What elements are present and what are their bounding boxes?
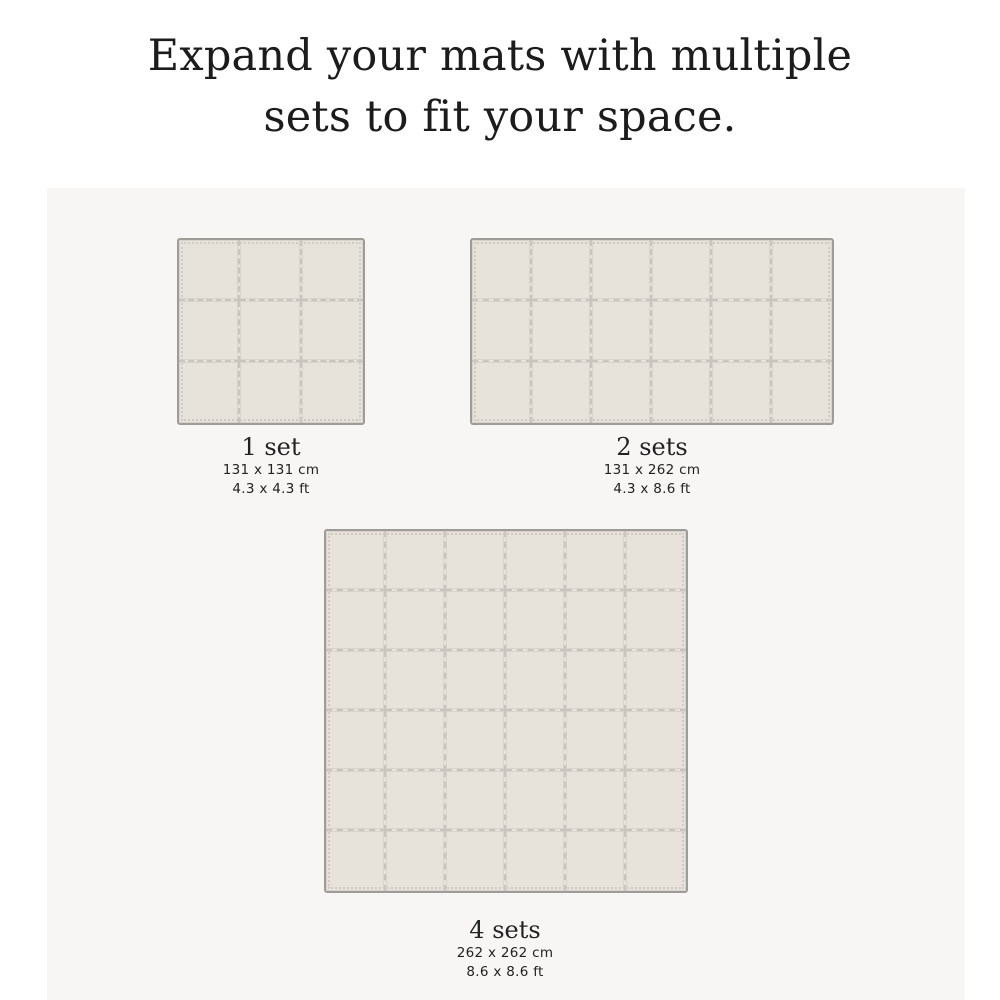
mat-tile (386, 531, 446, 591)
mat-tile (472, 362, 532, 423)
mat-tile (532, 301, 592, 362)
caption-4-sets (405, 916, 605, 982)
mat-tile (446, 771, 506, 831)
mat-diagram-4-sets (324, 529, 688, 893)
mat-tile (446, 531, 506, 591)
caption-1-set (171, 433, 371, 499)
mat-tile (532, 362, 592, 423)
size-ft: 4.3 x 8.6 ft (613, 481, 691, 497)
size-cm: 131 x 262 cm (603, 462, 701, 478)
mat-tile (386, 771, 446, 831)
mat-tile (506, 711, 566, 771)
mat-tile (386, 651, 446, 711)
mat-tile (626, 711, 686, 771)
mat-tile (446, 711, 506, 771)
mat-tile (652, 240, 712, 301)
mat-tile (326, 591, 386, 651)
size-cm: 262 x 262 cm (456, 945, 554, 961)
mat-tile (446, 591, 506, 651)
mat-tile (626, 771, 686, 831)
mat-tile (506, 591, 566, 651)
mat-tile (179, 240, 240, 301)
mat-tile (506, 771, 566, 831)
mat-tile (626, 651, 686, 711)
mat-tile (592, 301, 652, 362)
mat-tile (326, 531, 386, 591)
mat-tile (566, 591, 626, 651)
mat-tile (532, 240, 592, 301)
mat-tile (652, 301, 712, 362)
mat-tile (302, 240, 363, 301)
mat-tile (240, 301, 301, 362)
mat-tile (386, 831, 446, 891)
size-cm: 131 x 131 cm (222, 462, 320, 478)
mat-tile (326, 771, 386, 831)
mat-tile (386, 591, 446, 651)
mat-tile (240, 362, 301, 423)
headline-line-1: Expand your mats with multiple (147, 31, 853, 81)
mat-tile (446, 831, 506, 891)
mat-tile (302, 362, 363, 423)
mat-diagram-1-set (177, 238, 365, 425)
mat-tile (772, 240, 832, 301)
mat-tile (772, 362, 832, 423)
mat-tile (626, 531, 686, 591)
mat-tile (326, 651, 386, 711)
set-label: 1 set (241, 433, 301, 461)
mat-tile (386, 711, 446, 771)
mat-tile (566, 831, 626, 891)
mat-tile (712, 362, 772, 423)
caption-2-sets (552, 433, 752, 499)
mat-tile (326, 711, 386, 771)
mat-tile (592, 240, 652, 301)
headline-line-2: sets to fit your space. (263, 92, 737, 142)
size-ft: 4.3 x 4.3 ft (232, 481, 310, 497)
mat-diagram-2-sets (470, 238, 834, 425)
mat-tile (566, 531, 626, 591)
headline (0, 26, 1000, 148)
mat-tile (472, 301, 532, 362)
mat-tile (652, 362, 712, 423)
mat-tile (179, 301, 240, 362)
mat-tile (566, 651, 626, 711)
mat-tile (712, 301, 772, 362)
mat-tile (302, 301, 363, 362)
mat-tile (626, 831, 686, 891)
mat-tile (179, 362, 240, 423)
mat-tile (626, 591, 686, 651)
set-label: 2 sets (616, 433, 688, 461)
mat-tile (506, 831, 566, 891)
mat-tile (326, 831, 386, 891)
mat-tile (506, 531, 566, 591)
mat-tile (472, 240, 532, 301)
mat-tile (446, 651, 506, 711)
mat-tile (566, 711, 626, 771)
mat-tile (592, 362, 652, 423)
mat-tile (712, 240, 772, 301)
mat-tile (566, 771, 626, 831)
set-label: 4 sets (469, 916, 541, 944)
mat-tile (240, 240, 301, 301)
mat-tile (506, 651, 566, 711)
size-ft: 8.6 x 8.6 ft (466, 964, 544, 980)
mat-tile (772, 301, 832, 362)
